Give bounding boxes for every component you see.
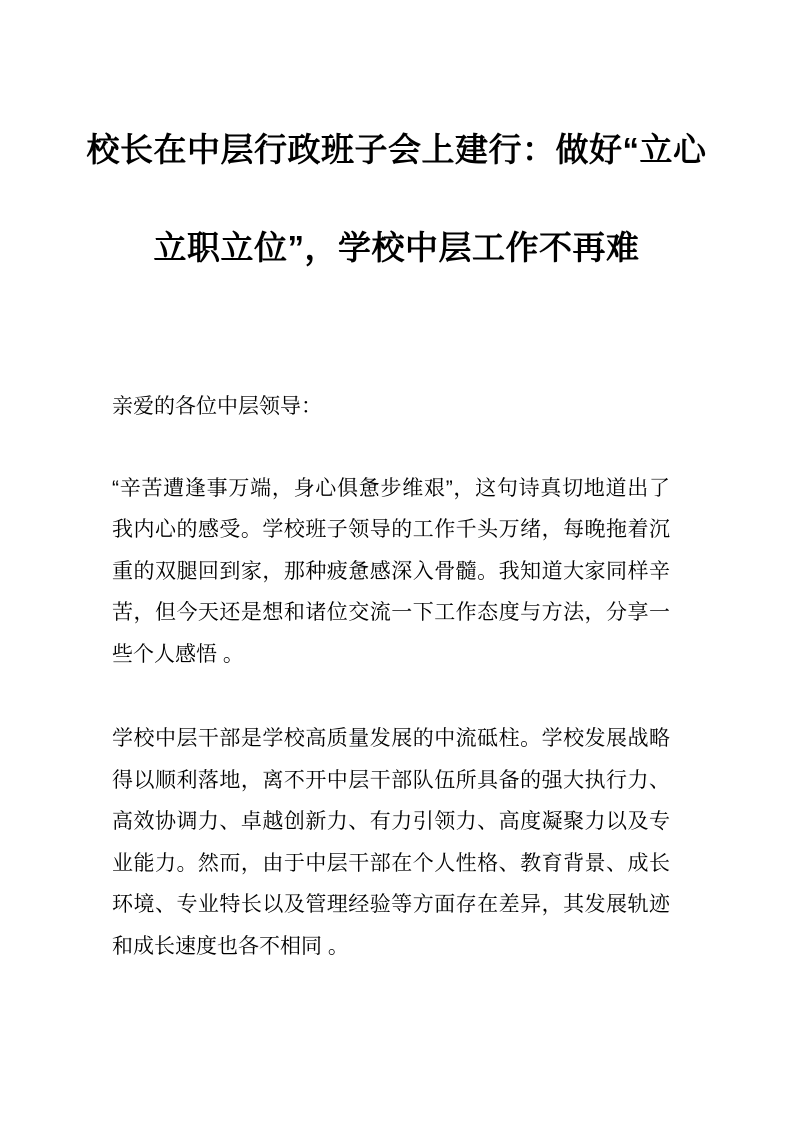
- document-title: [58, 101, 735, 297]
- salutation: 亲爱的各位中层领导：: [112, 395, 322, 418]
- document-title-line-2: 立职立位”，学校中层工作不再难: [153, 229, 640, 266]
- document-body: [112, 386, 670, 967]
- paragraph: 学校中层干部是学校高质量发展的中流砥柱。学校发展战略得以顺利落地，离不开中层干部队伍所具备的强大执行力、高效协调力、卓越创新力、有力引领力、高度凝聚力以及专业能力。然而，由于中层干部在个人性格、教育背景、成长环境、专业特长以及管理经验等方面存在差异，其发展轨迹和成长速度也各不相同 。: [112, 727, 670, 958]
- document-title-line-1: 校长在中层行政班子会上建行：做好“立心: [86, 131, 707, 168]
- paragraph: “辛苦遭逢事万端，身心俱惫步维艰”，这句诗真切地道出了我内心的感受。学校班子领导的工作千头万绪，每晚拖着沉重的双腿回到家，那种疲惫感深入骨髓。我知道大家同样辛苦，但今天还是想和诸位交流一下工作态度与方法，分享一些个人感悟 。: [112, 476, 670, 666]
